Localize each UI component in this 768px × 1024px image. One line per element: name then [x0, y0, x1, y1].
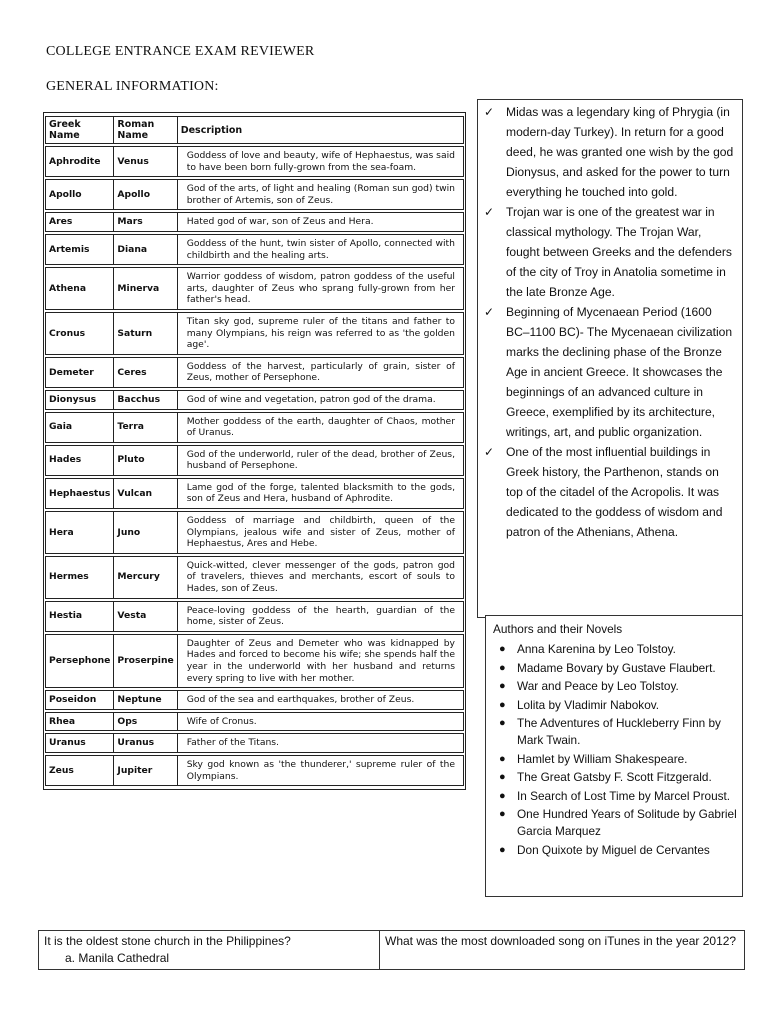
header-description: Description: [178, 116, 464, 144]
fact-text: One of the most influential buildings in Greek history, the Parthenon, stands on top of the citadel of the Acropolis. It was dedicated to the goddess of wisdom and patron of the Athenians, Athena.: [506, 445, 723, 539]
roman-name-cell: Saturn: [114, 312, 177, 355]
greek-name-cell: Hestia: [45, 601, 114, 632]
greek-name-cell: Zeus: [45, 755, 114, 786]
quiz-question-1-cell: [39, 931, 380, 970]
table-row: [45, 478, 464, 509]
author-item-text: The Great Gatsby F. Scott Fitzgerald.: [517, 770, 712, 784]
description-cell: Goddess of the hunt, twin sister of Apollo, connected with childbirth and the healing arts.: [178, 234, 464, 265]
author-item-text: Lolita by Vladimir Nabokov.: [517, 697, 660, 712]
fact-item: [484, 302, 738, 442]
bullet-icon: ●: [499, 771, 506, 783]
table-row: [45, 712, 464, 732]
table-row: [45, 733, 464, 753]
description-cell: Wife of Cronus.: [178, 712, 464, 732]
quiz-question-2-cell: [380, 931, 745, 970]
table-row: [45, 755, 464, 786]
author-item-text: Madame Bovary by Gustave Flaubert.: [517, 660, 716, 675]
checkmark-icon: ✓: [484, 205, 495, 219]
roman-name-cell: Vesta: [114, 601, 177, 632]
greek-name-cell: Hephaestus: [45, 478, 114, 509]
description-cell: Warrior goddess of wisdom, patron goddess of the useful arts, daughter of Zeus who sprang fully-grown from her father's head.: [178, 267, 464, 310]
author-item: [493, 660, 742, 677]
author-item: [493, 678, 742, 695]
roman-name-cell: Venus: [114, 146, 177, 177]
description-cell: Goddess of love and beauty, wife of Hephaestus, was said to have been born fully-grown from the sea-foam.: [178, 146, 464, 177]
table-row: [45, 312, 464, 355]
fact-item: [484, 442, 738, 542]
header-roman-name: Roman Name: [114, 116, 177, 144]
roman-name-cell: Mars: [114, 212, 177, 232]
roman-name-cell: Proserpine: [114, 634, 177, 688]
authors-box: [485, 615, 743, 897]
table-row: [45, 212, 464, 232]
author-item: [493, 788, 742, 805]
author-item: [493, 715, 742, 749]
facts-list: [478, 100, 742, 542]
greek-name-cell: Rhea: [45, 712, 114, 732]
greek-name-cell: Uranus: [45, 733, 114, 753]
bullet-icon: ●: [499, 789, 506, 802]
greek-name-cell: Artemis: [45, 234, 114, 265]
description-cell: Daughter of Zeus and Demeter who was kidnapped by Hades and forced to become his wife; she spends half the year in the underworld with her husband and returns every spring to live with her mother.: [178, 634, 464, 688]
description-cell: God of the sea and earthquakes, brother of Zeus.: [178, 690, 464, 710]
quiz-row: [39, 931, 745, 970]
roman-name-cell: Bacchus: [114, 390, 177, 410]
roman-name-cell: Neptune: [114, 690, 177, 710]
author-item: [493, 806, 742, 840]
fact-item: [484, 202, 738, 302]
description-cell: Lame god of the forge, talented blacksmith to the gods, son of Zeus and Hera, husband of Aphrodite.: [178, 478, 464, 509]
roman-name-cell: Juno: [114, 511, 177, 554]
quiz-table: [38, 930, 745, 970]
gods-table-header: [45, 116, 464, 144]
greek-name-cell: Athena: [45, 267, 114, 310]
description-cell: Peace-loving goddess of the hearth, guardian of the home, sister of Zeus.: [178, 601, 464, 632]
greek-name-cell: Gaia: [45, 412, 114, 443]
greek-name-cell: Poseidon: [45, 690, 114, 710]
greek-name-cell: Dionysus: [45, 390, 114, 410]
fact-text: Beginning of Mycenaean Period (1600 BC–1100 BC)- The Mycenaean civilization marks the declining phase of the Bronze Age in ancient Greece. It showcases the beginnings of an advanced culture in Greece, exemplified by its architecture, writings, art, and public organization.: [506, 305, 733, 439]
table-row: [45, 267, 464, 310]
roman-name-cell: Jupiter: [114, 755, 177, 786]
table-row: [45, 390, 464, 410]
author-item: [493, 769, 742, 786]
roman-name-cell: Diana: [114, 234, 177, 265]
greek-name-cell: Hermes: [45, 556, 114, 599]
roman-name-cell: Terra: [114, 412, 177, 443]
authors-list: [486, 641, 742, 859]
table-row: [45, 445, 464, 476]
greek-name-cell: Persephone: [45, 634, 114, 688]
table-row: [45, 556, 464, 599]
table-row: [45, 179, 464, 210]
roman-name-cell: Vulcan: [114, 478, 177, 509]
document-title: COLLEGE ENTRANCE EXAM REVIEWER: [46, 44, 315, 59]
author-item-text: In Search of Lost Time by Marcel Proust.: [517, 788, 731, 803]
table-row: [45, 412, 464, 443]
quiz-question-2: What was the most downloaded song on iTunes in the year 2012?: [385, 934, 737, 948]
quiz-question-1: It is the oldest stone church in the Philippines?: [44, 934, 291, 948]
author-item: [493, 751, 742, 768]
table-row: [45, 357, 464, 388]
greek-name-cell: Aphrodite: [45, 146, 114, 177]
roman-name-cell: Pluto: [114, 445, 177, 476]
description-cell: God of the underworld, ruler of the dead, brother of Zeus, husband of Persephone.: [178, 445, 464, 476]
greek-name-cell: Ares: [45, 212, 114, 232]
description-cell: God of the arts, of light and healing (Roman sun god) twin brother of Artemis, son of Zeus.: [178, 179, 464, 210]
author-item-text: War and Peace by Leo Tolstoy.: [517, 679, 679, 693]
author-item-text: One Hundred Years of Solitude by Gabriel Garcia Marquez: [517, 807, 737, 838]
bullet-icon: ●: [499, 661, 506, 674]
description-cell: Titan sky god, supreme ruler of the titans and father to many Olympians, his reign was referred to as 'the golden age'.: [178, 312, 464, 355]
roman-name-cell: Uranus: [114, 733, 177, 753]
description-cell: Mother goddess of the earth, daughter of Chaos, mother of Uranus.: [178, 412, 464, 443]
table-row: [45, 690, 464, 710]
roman-name-cell: Minerva: [114, 267, 177, 310]
author-item: [493, 842, 742, 859]
description-cell: God of wine and vegetation, patron god of the drama.: [178, 390, 464, 410]
fact-text: Midas was a legendary king of Phrygia (in modern-day Turkey). In return for a good deed, he was granted one wish by the god Dionysus, and asked for the power to turn everything he touched into gold.: [506, 105, 734, 199]
bullet-icon: ●: [499, 698, 506, 711]
author-item-text: Don Quixote by Miguel de Cervantes: [517, 842, 710, 857]
checkmark-icon: ✓: [484, 445, 495, 459]
roman-name-cell: Ops: [114, 712, 177, 732]
header-greek-name: Greek Name: [45, 116, 114, 144]
greek-name-cell: Hades: [45, 445, 114, 476]
author-item: [493, 697, 742, 714]
greek-name-cell: Demeter: [45, 357, 114, 388]
description-cell: Sky god known as 'the thunderer,' supreme ruler of the Olympians.: [178, 755, 464, 786]
table-row: [45, 234, 464, 265]
bullet-icon: ●: [499, 717, 506, 729]
bullet-icon: ●: [499, 680, 506, 692]
table-row: [45, 634, 464, 688]
author-item-text: Hamlet by William Shakespeare.: [517, 751, 688, 766]
author-item-text: The Adventures of Huckleberry Finn by Mark Twain.: [517, 716, 721, 747]
greek-name-cell: Hera: [45, 511, 114, 554]
bullet-icon: ●: [499, 843, 506, 856]
greek-name-cell: Cronus: [45, 312, 114, 355]
section-title: GENERAL INFORMATION:: [46, 79, 219, 94]
author-item: [493, 641, 742, 658]
bullet-icon: ●: [499, 643, 506, 655]
roman-name-cell: Apollo: [114, 179, 177, 210]
authors-title: Authors and their Novels: [493, 622, 623, 636]
facts-box: [477, 99, 743, 618]
description-cell: Goddess of marriage and childbirth, queen of the Olympians, jealous wife and sister of Zeus, mother of Hephaestus, Ares and Hebe.: [178, 511, 464, 554]
bullet-icon: ●: [499, 752, 506, 765]
fact-text: Trojan war is one of the greatest war in classical mythology. The Trojan War, fought between Greeks and the defenders of the city of Troy in Anatolia sometime in the late Bronze Age.: [506, 205, 732, 299]
author-item-text: Anna Karenina by Leo Tolstoy.: [517, 642, 676, 656]
fact-item: [484, 102, 738, 202]
table-row: [45, 146, 464, 177]
description-cell: Father of the Titans.: [178, 733, 464, 753]
table-row: [45, 511, 464, 554]
roman-name-cell: Mercury: [114, 556, 177, 599]
description-cell: Quick-witted, clever messenger of the gods, patron god of travelers, thieves and merchants, escort of souls to Hades, son of Zeus.: [178, 556, 464, 599]
checkmark-icon: ✓: [484, 105, 495, 119]
bullet-icon: ●: [499, 808, 506, 820]
greek-name-cell: Apollo: [45, 179, 114, 210]
quiz-question-1-option-a: a. Manila Cathedral: [65, 951, 170, 965]
gods-table: [43, 112, 466, 790]
description-cell: Goddess of the harvest, particularly of grain, sister of Zeus, mother of Persephone.: [178, 357, 464, 388]
checkmark-icon: ✓: [484, 305, 495, 319]
gods-table-body: [45, 146, 464, 786]
table-row: [45, 601, 464, 632]
roman-name-cell: Ceres: [114, 357, 177, 388]
description-cell: Hated god of war, son of Zeus and Hera.: [178, 212, 464, 232]
